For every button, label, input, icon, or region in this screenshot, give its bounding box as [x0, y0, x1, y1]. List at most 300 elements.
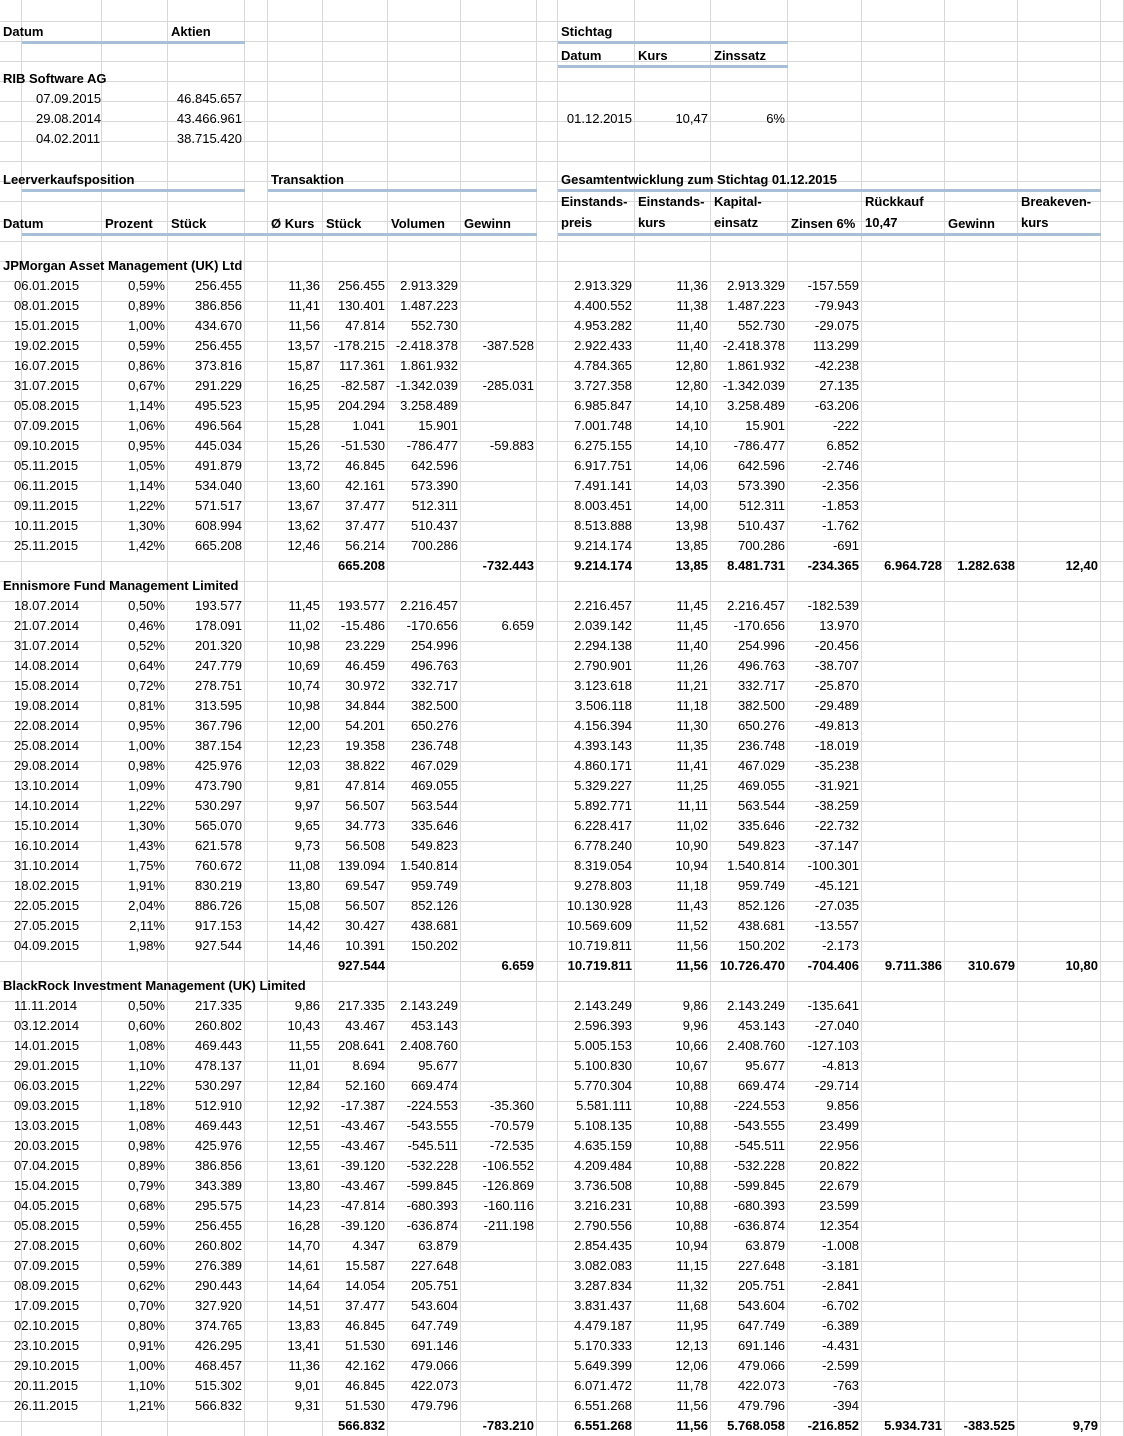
row-profit[interactable]	[461, 1236, 537, 1256]
row-cost-price[interactable]: 10,88	[675, 1218, 708, 1233]
row-qty[interactable]: -39.120	[340, 1158, 385, 1173]
row-avg-price[interactable]: 9,73	[294, 838, 320, 853]
row-percent[interactable]: 0,59%	[128, 1258, 165, 1273]
row-date[interactable]: 15.10.2014	[14, 818, 80, 833]
row-percent[interactable]: 1,08%	[128, 1038, 165, 1053]
row-date[interactable]: 20.03.2015	[14, 1138, 80, 1153]
row-avg-price[interactable]: 12,55	[287, 1138, 320, 1153]
row-cost-basis[interactable]: 5.108.135	[574, 1118, 632, 1133]
row-volume[interactable]: 549.823	[411, 838, 458, 853]
row-date[interactable]: 15.08.2014	[14, 678, 80, 693]
header-stichtag-zinssatz[interactable]: Zinssatz	[714, 48, 767, 63]
row-interest[interactable]: -45.121	[814, 878, 859, 893]
row-cost-basis[interactable]: 2.143.249	[574, 998, 632, 1013]
row-qty[interactable]: -47.814	[340, 1198, 385, 1213]
row-cost-basis[interactable]: 10.569.609	[566, 918, 632, 933]
row-cost-price[interactable]: 14,00	[675, 498, 708, 513]
row-interest[interactable]: 6.852	[826, 438, 859, 453]
row-interest[interactable]: -135.641	[807, 998, 859, 1013]
row-capital[interactable]: 3.258.489	[727, 398, 785, 413]
row-qty[interactable]: 256.455	[338, 278, 385, 293]
row-qty[interactable]: 130.401	[338, 298, 385, 313]
row-avg-price[interactable]: 13,80	[287, 878, 320, 893]
row-cost-basis[interactable]: 5.649.399	[574, 1358, 632, 1373]
total-buyback[interactable]: 6.964.728	[884, 558, 942, 573]
row-shares[interactable]: 367.796	[195, 718, 242, 733]
row-shares[interactable]: 434.670	[195, 318, 242, 333]
row-qty[interactable]: 47.814	[345, 778, 385, 793]
row-cost-price[interactable]: 11,45	[676, 598, 708, 613]
total-buyback[interactable]: 5.934.731	[884, 1418, 942, 1433]
row-date[interactable]: 06.11.2015	[14, 478, 79, 493]
row-qty[interactable]: 117.361	[338, 358, 385, 373]
row-cost-price[interactable]: 13,98	[675, 518, 708, 533]
share-count[interactable]: 43.466.961	[176, 111, 242, 126]
total-breakeven[interactable]: 12,40	[1065, 558, 1098, 573]
row-date[interactable]: 27.08.2015	[14, 1238, 80, 1253]
row-cost-price[interactable]: 14,10	[675, 418, 708, 433]
row-volume[interactable]: 1.861.932	[400, 358, 458, 373]
row-percent[interactable]: 0,50%	[128, 998, 165, 1013]
row-capital[interactable]: 552.730	[738, 318, 785, 333]
row-profit[interactable]: -35.360	[489, 1098, 534, 1113]
header-stichtag-kurs[interactable]: Kurs	[638, 48, 668, 63]
total-gain[interactable]: 1.282.638	[957, 558, 1015, 573]
row-percent[interactable]: 0,50%	[128, 598, 165, 613]
row-date[interactable]: 08.01.2015	[14, 298, 80, 313]
row-percent[interactable]: 1,30%	[128, 518, 165, 533]
row-profit[interactable]	[461, 1296, 537, 1316]
row-qty[interactable]: -39.120	[340, 1218, 385, 1233]
row-profit[interactable]	[461, 816, 537, 836]
row-shares[interactable]: 327.920	[195, 1298, 242, 1313]
row-shares[interactable]: 469.443	[195, 1038, 242, 1053]
row-profit[interactable]	[461, 1276, 537, 1296]
row-capital[interactable]: 563.544	[738, 798, 785, 813]
row-cost-price[interactable]: 10,88	[675, 1078, 708, 1093]
row-capital[interactable]: -786.477	[733, 438, 785, 453]
row-interest[interactable]: -1.853	[822, 498, 859, 513]
row-interest[interactable]: -1.762	[822, 518, 859, 533]
row-shares[interactable]: 571.517	[195, 498, 242, 513]
row-volume[interactable]: 691.146	[411, 1338, 458, 1353]
row-cost-price[interactable]: 11,43	[676, 898, 708, 913]
row-profit[interactable]	[461, 456, 537, 476]
row-capital[interactable]: -680.393	[733, 1198, 785, 1213]
row-profit[interactable]: -211.198	[483, 1218, 534, 1233]
row-percent[interactable]: 0,98%	[128, 1138, 165, 1153]
row-volume[interactable]: -532.228	[406, 1158, 458, 1173]
row-shares[interactable]: 495.523	[195, 398, 242, 413]
row-avg-price[interactable]: 11,36	[288, 278, 320, 293]
row-date[interactable]: 06.01.2015	[14, 278, 80, 293]
row-date[interactable]: 21.07.2014	[14, 618, 80, 633]
row-shares[interactable]: 256.455	[195, 1218, 242, 1233]
row-cost-price[interactable]: 11,56	[676, 938, 708, 953]
row-avg-price[interactable]: 10,43	[287, 1018, 320, 1033]
row-cost-price[interactable]: 10,94	[675, 1238, 708, 1253]
row-capital[interactable]: 422.073	[738, 1378, 785, 1393]
row-shares[interactable]: 343.389	[195, 1178, 242, 1193]
row-cost-basis[interactable]: 2.790.556	[574, 1218, 632, 1233]
row-qty[interactable]: -15.486	[340, 618, 385, 633]
row-percent[interactable]: 1,08%	[128, 1118, 165, 1133]
row-cost-price[interactable]: 11,25	[676, 778, 708, 793]
row-capital[interactable]: 700.286	[738, 538, 785, 553]
row-avg-price[interactable]: 9,97	[294, 798, 320, 813]
row-capital[interactable]: 852.126	[738, 898, 785, 913]
row-date[interactable]: 07.09.2015	[14, 1258, 80, 1273]
row-shares[interactable]: 247.779	[195, 658, 242, 673]
row-qty[interactable]: -43.467	[340, 1138, 385, 1153]
row-date[interactable]: 05.08.2015	[14, 1218, 80, 1233]
row-percent[interactable]: 0,80%	[128, 1318, 165, 1333]
row-cost-price[interactable]: 11,35	[676, 738, 708, 753]
row-cost-basis[interactable]: 2.790.901	[574, 658, 632, 673]
stichtag-date-value[interactable]: 01.12.2015	[566, 111, 632, 126]
row-shares[interactable]: 530.297	[195, 1078, 242, 1093]
row-cost-price[interactable]: 12,80	[675, 358, 708, 373]
row-date[interactable]: 14.08.2014	[14, 658, 80, 673]
row-cost-price[interactable]: 11,26	[676, 658, 708, 673]
row-capital[interactable]: 2.913.329	[727, 278, 785, 293]
row-qty[interactable]: 56.507	[345, 798, 385, 813]
row-cost-price[interactable]: 13,85	[675, 538, 708, 553]
row-interest[interactable]: -37.147	[814, 838, 859, 853]
header-gewinn[interactable]: Gewinn	[464, 216, 511, 231]
row-date[interactable]: 22.05.2015	[14, 898, 80, 913]
row-percent[interactable]: 1,14%	[128, 398, 165, 413]
row-shares[interactable]: 515.302	[195, 1378, 242, 1393]
row-qty[interactable]: 52.160	[345, 1078, 385, 1093]
row-avg-price[interactable]: 9,01	[294, 1378, 320, 1393]
row-cost-price[interactable]: 11,40	[676, 338, 708, 353]
row-shares[interactable]: 425.976	[195, 1138, 242, 1153]
row-capital[interactable]: 467.029	[738, 758, 785, 773]
row-volume[interactable]: 959.749	[411, 878, 458, 893]
row-profit[interactable]	[461, 636, 537, 656]
row-capital[interactable]: 650.276	[738, 718, 785, 733]
row-volume[interactable]: 2.143.249	[400, 998, 458, 1013]
row-volume[interactable]: -2.418.378	[395, 338, 458, 353]
row-volume[interactable]: 438.681	[411, 918, 458, 933]
total-qty[interactable]: 665.208	[338, 558, 385, 573]
total-breakeven[interactable]: 9,79	[1072, 1418, 1098, 1433]
row-interest[interactable]: -127.103	[807, 1038, 859, 1053]
row-volume[interactable]: -224.553	[406, 1098, 458, 1113]
row-capital[interactable]: 573.390	[738, 478, 785, 493]
row-shares[interactable]: 313.595	[195, 698, 242, 713]
header-transaktion[interactable]: Transaktion	[271, 172, 344, 187]
row-cost-basis[interactable]: 3.831.437	[574, 1298, 632, 1313]
row-capital[interactable]: 469.055	[738, 778, 785, 793]
row-qty[interactable]: 139.094	[338, 858, 385, 873]
row-percent[interactable]: 1,22%	[128, 1078, 165, 1093]
row-volume[interactable]: 332.717	[411, 678, 458, 693]
row-cost-basis[interactable]: 4.393.143	[574, 738, 632, 753]
row-qty[interactable]: 46.845	[345, 1318, 385, 1333]
row-interest[interactable]: -6.702	[822, 1298, 859, 1313]
row-volume[interactable]: 150.202	[411, 938, 458, 953]
header-leerverkauf[interactable]: Leerverkaufsposition	[3, 172, 135, 187]
row-qty[interactable]: 204.294	[338, 398, 385, 413]
row-volume[interactable]: 382.500	[411, 698, 458, 713]
company-name[interactable]: RIB Software AG	[3, 71, 107, 86]
row-date[interactable]: 15.04.2015	[14, 1178, 80, 1193]
row-shares[interactable]: 665.208	[195, 538, 242, 553]
row-volume[interactable]: 236.748	[411, 738, 458, 753]
row-capital[interactable]: 335.646	[738, 818, 785, 833]
row-cost-basis[interactable]: 2.913.329	[574, 278, 632, 293]
row-volume[interactable]: -543.555	[406, 1118, 458, 1133]
row-interest[interactable]: -42.238	[814, 358, 859, 373]
row-avg-price[interactable]: 13,41	[287, 1338, 320, 1353]
row-capital[interactable]: 642.596	[738, 458, 785, 473]
row-qty[interactable]: 56.214	[345, 538, 385, 553]
row-profit[interactable]	[461, 476, 537, 496]
row-interest[interactable]: -27.035	[814, 898, 859, 913]
row-percent[interactable]: 1,22%	[128, 498, 165, 513]
row-date[interactable]: 18.02.2015	[14, 878, 80, 893]
row-capital[interactable]: 227.648	[738, 1258, 785, 1273]
row-cost-basis[interactable]: 2.294.138	[574, 638, 632, 653]
row-interest[interactable]: -20.456	[814, 638, 859, 653]
header-rueckkauf[interactable]: Rückkauf	[865, 194, 924, 209]
row-date[interactable]: 25.11.2015	[14, 538, 79, 553]
row-date[interactable]: 15.01.2015	[14, 318, 80, 333]
row-qty[interactable]: 51.530	[345, 1338, 385, 1353]
row-cost-price[interactable]: 10,66	[675, 1038, 708, 1053]
row-interest[interactable]: -25.870	[814, 678, 859, 693]
share-date[interactable]: 29.08.2014	[36, 111, 102, 126]
row-profit[interactable]	[461, 396, 537, 416]
row-volume[interactable]: 335.646	[411, 818, 458, 833]
row-volume[interactable]: 479.796	[411, 1398, 458, 1413]
row-shares[interactable]: 830.219	[195, 878, 242, 893]
row-cost-price[interactable]: 10,88	[675, 1118, 708, 1133]
row-volume[interactable]: 2.216.457	[400, 598, 458, 613]
row-cost-basis[interactable]: 7.001.748	[574, 418, 632, 433]
row-capital[interactable]: 669.474	[738, 1078, 785, 1093]
row-avg-price[interactable]: 14,23	[287, 1198, 320, 1213]
header-einstandskurs[interactable]: kurs	[638, 215, 666, 230]
row-qty[interactable]: 14.054	[345, 1278, 385, 1293]
row-qty[interactable]: 4.347	[352, 1238, 385, 1253]
row-capital[interactable]: -545.511	[734, 1138, 785, 1153]
row-profit[interactable]	[461, 496, 537, 516]
row-interest[interactable]: -27.040	[814, 1018, 859, 1033]
row-qty[interactable]: 15.587	[345, 1258, 385, 1273]
row-volume[interactable]: 563.544	[411, 798, 458, 813]
row-capital[interactable]: 2.408.760	[727, 1038, 785, 1053]
row-interest[interactable]: -31.921	[814, 778, 859, 793]
row-shares[interactable]: 621.578	[195, 838, 242, 853]
header-gesamtentwicklung[interactable]: Gesamtentwicklung zum Stichtag 01.12.2015	[561, 172, 837, 187]
row-cost-price[interactable]: 11,40	[676, 318, 708, 333]
total-cost-basis[interactable]: 9.214.174	[574, 558, 632, 573]
row-shares[interactable]: 473.790	[195, 778, 242, 793]
header-breakeven[interactable]: kurs	[1021, 215, 1049, 230]
row-cost-price[interactable]: 11,18	[676, 698, 708, 713]
share-date[interactable]: 04.02.2011	[36, 131, 101, 146]
row-profit[interactable]	[461, 996, 537, 1016]
row-cost-price[interactable]: 11,68	[676, 1298, 708, 1313]
row-avg-price[interactable]: 9,65	[294, 818, 320, 833]
row-volume[interactable]: 15.901	[418, 418, 458, 433]
header-kapitaleinsatz[interactable]: einsatz	[714, 215, 759, 230]
row-cost-price[interactable]: 11,52	[676, 918, 708, 933]
row-profit[interactable]	[461, 676, 537, 696]
row-volume[interactable]: 2.913.329	[400, 278, 458, 293]
row-date[interactable]: 08.09.2015	[14, 1278, 80, 1293]
row-percent[interactable]: 1,00%	[128, 738, 165, 753]
row-interest[interactable]: -2.841	[822, 1278, 859, 1293]
row-percent[interactable]: 1,75%	[128, 858, 165, 873]
row-volume[interactable]: 852.126	[411, 898, 458, 913]
row-capital[interactable]: 254.996	[738, 638, 785, 653]
row-cost-price[interactable]: 12,80	[675, 378, 708, 393]
row-qty[interactable]: 56.507	[345, 898, 385, 913]
row-date[interactable]: 29.08.2014	[14, 758, 80, 773]
row-cost-basis[interactable]: 6.071.472	[574, 1378, 632, 1393]
row-interest[interactable]: -100.301	[807, 858, 859, 873]
row-volume[interactable]: 453.143	[411, 1018, 458, 1033]
row-volume[interactable]: 573.390	[411, 478, 458, 493]
row-volume[interactable]: 496.763	[411, 658, 458, 673]
row-cost-price[interactable]: 12,13	[675, 1338, 708, 1353]
row-avg-price[interactable]: 16,28	[287, 1218, 320, 1233]
row-cost-basis[interactable]: 9.278.803	[574, 878, 632, 893]
header-stueck[interactable]: Stück	[326, 216, 362, 231]
row-cost-price[interactable]: 10,88	[675, 1138, 708, 1153]
row-volume[interactable]: 254.996	[411, 638, 458, 653]
row-interest[interactable]: 23.599	[819, 1198, 859, 1213]
row-avg-price[interactable]: 15,87	[287, 358, 320, 373]
header-datum[interactable]: Datum	[3, 216, 44, 231]
row-avg-price[interactable]: 12,92	[287, 1098, 320, 1113]
row-interest[interactable]: -13.557	[814, 918, 859, 933]
row-qty[interactable]: 208.641	[338, 1038, 385, 1053]
row-date[interactable]: 19.08.2014	[14, 698, 80, 713]
row-shares[interactable]: 425.976	[195, 758, 242, 773]
stichtag-kurs-value[interactable]: 10,47	[675, 111, 708, 126]
row-percent[interactable]: 2,04%	[128, 898, 165, 913]
row-cost-price[interactable]: 14,06	[675, 458, 708, 473]
row-percent[interactable]: 0,52%	[128, 638, 165, 653]
row-percent[interactable]: 0,64%	[128, 658, 165, 673]
row-cost-price[interactable]: 11,38	[676, 298, 708, 313]
share-date[interactable]: 07.09.2015	[36, 91, 102, 106]
row-shares[interactable]: 260.802	[195, 1018, 242, 1033]
row-cost-basis[interactable]: 5.770.304	[574, 1078, 632, 1093]
row-profit[interactable]: -126.869	[482, 1178, 534, 1193]
total-capital[interactable]: 8.481.731	[727, 558, 785, 573]
row-avg-price[interactable]: 12,03	[287, 758, 320, 773]
total-gain[interactable]: 310.679	[968, 958, 1015, 973]
row-cost-price[interactable]: 10,88	[675, 1158, 708, 1173]
row-interest[interactable]: -22.732	[814, 818, 859, 833]
row-capital[interactable]: 691.146	[738, 1338, 785, 1353]
row-percent[interactable]: 0,91%	[128, 1338, 165, 1353]
row-cost-price[interactable]: 10,88	[675, 1198, 708, 1213]
row-capital[interactable]: 15.901	[745, 418, 785, 433]
row-interest[interactable]: 12.354	[819, 1218, 859, 1233]
row-capital[interactable]: 959.749	[738, 878, 785, 893]
row-percent[interactable]: 1,14%	[128, 478, 165, 493]
row-cost-price[interactable]: 11,78	[676, 1378, 708, 1393]
row-date[interactable]: 06.03.2015	[14, 1078, 80, 1093]
row-avg-price[interactable]: 13,61	[287, 1158, 320, 1173]
row-avg-price[interactable]: 13,72	[287, 458, 320, 473]
row-date[interactable]: 16.07.2015	[14, 358, 80, 373]
row-avg-price[interactable]: 13,80	[287, 1178, 320, 1193]
total-gain[interactable]: -383.525	[963, 1418, 1015, 1433]
row-percent[interactable]: 0,60%	[128, 1238, 165, 1253]
row-avg-price[interactable]: 10,98	[287, 698, 320, 713]
row-capital[interactable]: 236.748	[738, 738, 785, 753]
row-shares[interactable]: 566.832	[195, 1398, 242, 1413]
row-qty[interactable]: 56.508	[345, 838, 385, 853]
header-stichtag-datum[interactable]: Datum	[561, 48, 602, 63]
row-interest[interactable]: -691	[832, 538, 859, 553]
row-date[interactable]: 11.11.2014	[14, 998, 78, 1013]
share-count[interactable]: 38.715.420	[176, 131, 242, 146]
row-volume[interactable]: -170.656	[406, 618, 458, 633]
header-volumen[interactable]: Volumen	[391, 216, 445, 231]
row-cost-basis[interactable]: 6.275.155	[574, 438, 632, 453]
row-volume[interactable]: 227.648	[411, 1258, 458, 1273]
row-date[interactable]: 19.02.2015	[14, 338, 80, 353]
row-avg-price[interactable]: 13,62	[287, 518, 320, 533]
row-cost-basis[interactable]: 2.039.142	[574, 618, 632, 633]
row-avg-price[interactable]: 9,86	[294, 998, 320, 1013]
row-qty[interactable]: 23.229	[345, 638, 385, 653]
row-cost-basis[interactable]: 10.130.928	[566, 898, 632, 913]
row-shares[interactable]: 496.564	[195, 418, 242, 433]
row-volume[interactable]: 543.604	[411, 1298, 458, 1313]
row-percent[interactable]: 0,46%	[128, 618, 165, 633]
row-avg-price[interactable]: 12,00	[287, 718, 320, 733]
row-avg-price[interactable]: 14,51	[287, 1298, 320, 1313]
row-shares[interactable]: 565.070	[195, 818, 242, 833]
row-cost-basis[interactable]: 9.214.174	[574, 538, 632, 553]
row-interest[interactable]: 13.970	[819, 618, 859, 633]
header-zinsen[interactable]: Zinsen 6%	[791, 216, 856, 231]
row-capital[interactable]: -636.874	[733, 1218, 785, 1233]
row-percent[interactable]: 1,91%	[128, 878, 165, 893]
row-capital[interactable]: 496.763	[738, 658, 785, 673]
row-shares[interactable]: 927.544	[195, 938, 242, 953]
row-capital[interactable]: -224.553	[733, 1098, 785, 1113]
row-cost-price[interactable]: 10,88	[675, 1178, 708, 1193]
row-qty[interactable]: 43.467	[345, 1018, 385, 1033]
row-cost-basis[interactable]: 6.228.417	[574, 818, 632, 833]
total-cost-basis[interactable]: 6.551.268	[574, 1418, 632, 1433]
row-qty[interactable]: 37.477	[345, 1298, 385, 1313]
row-percent[interactable]: 0,68%	[128, 1198, 165, 1213]
row-date[interactable]: 23.10.2015	[14, 1338, 80, 1353]
header-kapitaleinsatz[interactable]: Kapital-	[714, 194, 762, 209]
row-cost-basis[interactable]: 8.003.451	[574, 498, 632, 513]
row-interest[interactable]: -6.389	[822, 1318, 859, 1333]
row-cost-basis[interactable]: 5.329.227	[574, 778, 632, 793]
row-cost-price[interactable]: 11,21	[676, 678, 708, 693]
row-profit[interactable]: -59.883	[489, 438, 534, 453]
row-avg-price[interactable]: 10,74	[287, 678, 320, 693]
row-percent[interactable]: 1,30%	[128, 818, 165, 833]
row-cost-basis[interactable]: 4.209.484	[574, 1158, 632, 1173]
row-profit[interactable]	[461, 1336, 537, 1356]
